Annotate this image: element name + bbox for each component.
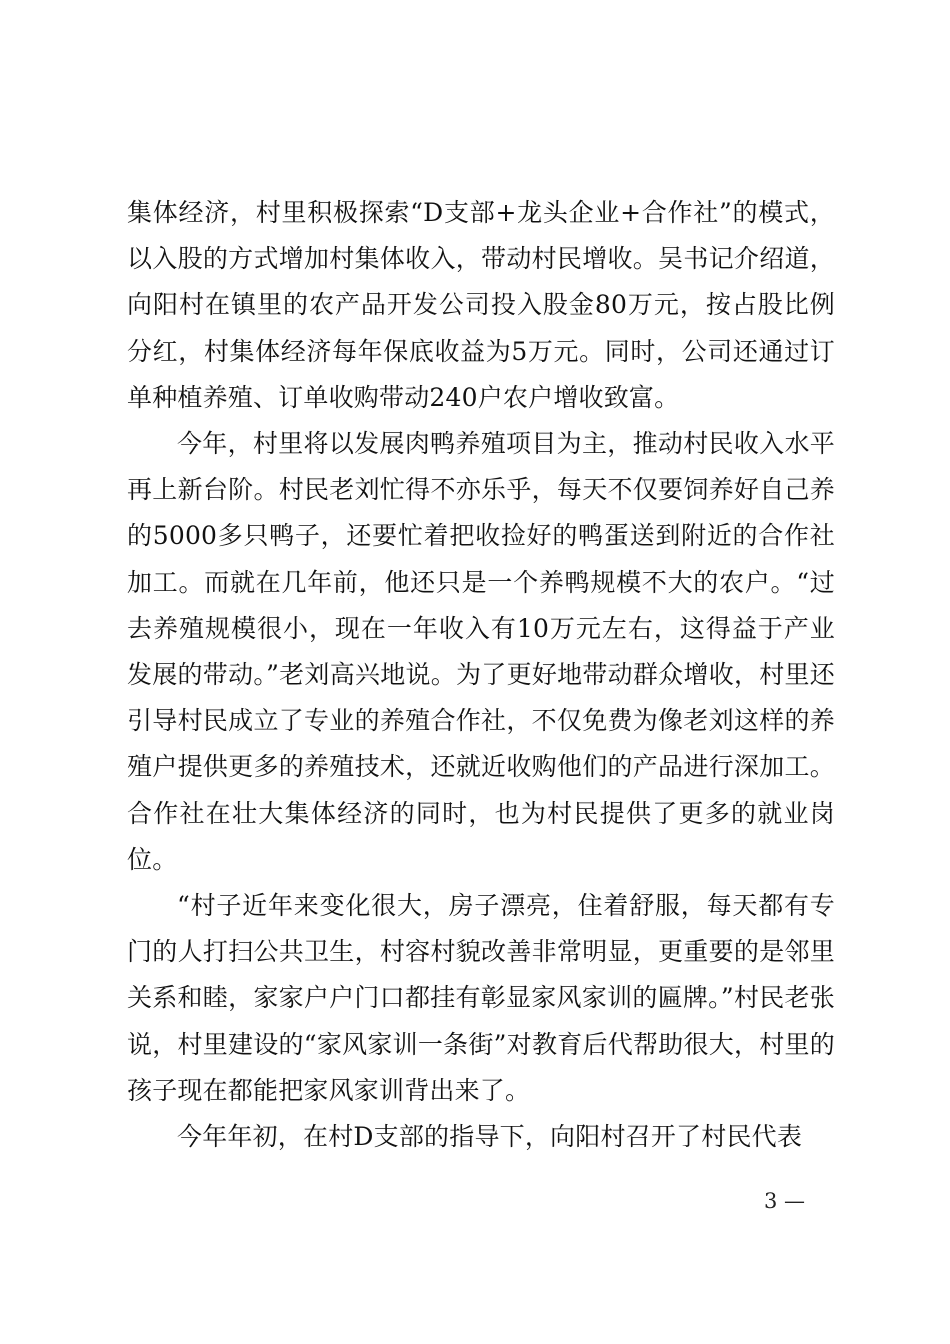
- paragraph-3: “村子近年来变化很大，房子漂亮，住着舒服，每天都有专门的人打扫公共卫生，村容村貌改善非常明显，更重要的是邻里关系和睦，家家户户门口都挂有彰显家风家训的匾牌。”村民老张说，村里建设的“家风家训一条街”对教育后代帮助很大，村里的孩子现在都能把家风家训背出来了。: [127, 891, 835, 1105]
- paragraph-1: 集体经济，村里积极探索“D支部+龙头企业+合作社”的模式，以入股的方式增加村集体收入，带动村民增收。吴书记介绍道，向阳村在镇里的农产品开发公司投入股金80万元，按占股比例分红，村集体经济每年保底收益为5万元。同时，公司还通过订单种植养殖、订单收购带动240户农户增收致富。: [127, 198, 835, 412]
- paragraph-4: 今年年初，在村D支部的指导下，向阳村召开了村民代表: [177, 1122, 803, 1152]
- article-body: [127, 190, 835, 1160]
- page-number: 3 —: [764, 1189, 806, 1213]
- paragraph-2: 今年，村里将以发展肉鸭养殖项目为主，推动村民收入水平再上新台阶。村民老刘忙得不亦乐乎，每天不仅要饲养好自己养的5000多只鸭子，还要忙着把收捡好的鸭蛋送到附近的合作社加工。而就在几年前，他还只是一个养鸭规模不大的农户。“过去养殖规模很小，现在一年收入有10万元左右，这得益于产业发展的带动。”老刘高兴地说。为了更好地带动群众增收，村里还引导村民成立了专业的养殖合作社，不仅免费为像老刘这样的养殖户提供更多的养殖技术，还就近收购他们的产品进行深加工。合作社在壮大集体经济的同时，也为村民提供了更多的就业岗位。: [127, 429, 835, 874]
